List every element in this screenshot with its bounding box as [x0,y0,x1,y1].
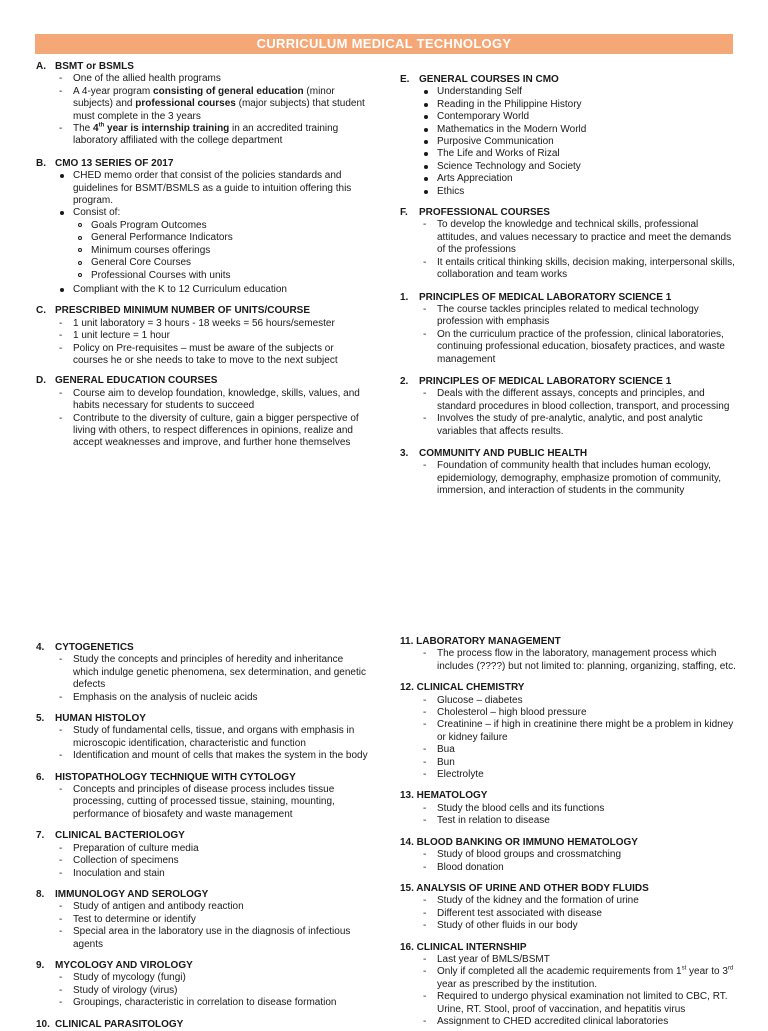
section-c [36,305,368,367]
section-e [400,74,740,198]
list-item: - Assignment to CHED accredited clinical laboratories [419,1016,740,1028]
section-heading: 11. LABORATORY MANAGEMENT [400,636,561,647]
page-title-banner: CURRICULUM MEDICAL TECHNOLOGY [35,34,733,54]
list-item: - Blood donation [419,862,740,874]
list-item: - 1 unit laboratory = 3 hours - 18 weeks = 56 hours/semester [55,318,368,330]
section-heading: 12. CLINICAL CHEMISTRY [400,682,525,694]
list-item: Science Technology and Society [419,161,740,173]
list-item: Purposive Communication [419,136,740,148]
section-heading: 7. CLINICAL BACTERIOLOGY [36,830,185,842]
section-heading: 6. HISTOPATHOLOGY TECHNIQUE WITH CYTOLOGY [36,771,296,783]
list-item: - The 4th year is internship training in an accredited training laboratory affiliated with the college department [55,123,368,148]
list-item: - Bun [419,757,740,769]
course-16 [400,942,740,1029]
section-heading: 10. CLINICAL PARASITOLOGY [36,1018,184,1030]
list-item: - Study of mycology (fungi) [55,972,368,984]
section-heading: 8. IMMUNOLOGY AND SEROLOGY [36,888,209,900]
course-5 [36,713,368,763]
list-item: Understanding Self [419,86,740,98]
list-item: - Only if completed all the academic requirements from 1st year to 3rd year as prescribed by the institution. [419,966,740,991]
list-item: - Inoculation and stain [55,868,368,880]
list-item: Mathematics in the Modern World [419,124,740,136]
course-12 [400,682,740,781]
list-item: - Collection of specimens [55,855,368,867]
course-6 [36,772,368,822]
course-11 [400,636,740,673]
section-heading: 9. MYCOLOGY AND VIROLOGY [36,959,193,971]
course-15 [400,883,740,933]
list-item: - Deals with the different assays, concepts and principles, and standard procedures in blood collection, transport, and processing [419,388,740,413]
section-heading: 5. HUMAN HISTOLOY [36,713,146,725]
list-item: - Cholesterol – high blood pressure [419,707,740,719]
list-item: - Electrolyte [419,769,740,781]
section-d [36,375,368,449]
list-item: - To develop the knowledge and technical skills, professional attitudes, and values necessary to practice and meet the demands of the professions [419,219,740,256]
list-item: - Study of blood groups and crossmatching [419,849,740,861]
list-item: - Study of fundamental cells, tissue, and organs with emphasis in microscopic identification, characteristic and function [55,725,368,750]
course-7 [36,830,368,880]
list-item: - Groupings, characteristic in correlation to disease formation [55,997,368,1009]
list-item: - Study of the kidney and the formation of urine [419,895,740,907]
course-14 [400,837,740,874]
list-item: General Core Courses [73,257,368,269]
list-item: - Concepts and principles of disease process includes tissue processing, cutting of processed tissue, staining, mounting, performance of biosafety and waste management [55,784,368,821]
list-item: - Policy on Pre-requisites – must be aware of the subjects or courses he or she needs to take to move to the next subject [55,343,368,368]
section-heading: D. GENERAL EDUCATION COURSES [36,375,218,387]
course-3 [400,448,740,498]
list-item: Contemporary World [419,111,740,123]
list-item: The Life and Works of Rizal [419,148,740,160]
section-heading: 14. BLOOD BANKING OR IMMUNO HEMATOLOGY [400,836,638,848]
list-item: - On the curriculum practice of the profession, clinical laboratories, continuing professional education, biosafety practices, and waste management [419,329,740,366]
section-heading: A. BSMT or BSMLS [36,61,134,72]
list-item: - The course tackles principles related to medical technology profession with emphasis [419,304,740,329]
list-item: - Different test associated with disease [419,908,740,920]
section-heading: E. GENERAL COURSES IN CMO [400,74,559,85]
list-item: - One of the allied health programs [55,73,368,85]
list-item: Reading in the Philippine History [419,99,740,111]
list-item: Arts Appreciation [419,173,740,185]
section-heading: 4. CYTOGENETICS [36,642,134,653]
list-item: - Test to determine or identify [55,914,368,926]
section-heading: B. CMO 13 SERIES OF 2017 [36,157,174,169]
left-column-bottom [36,642,368,1031]
section-heading: 13. HEMATOLOGY [400,790,488,802]
section-a [36,61,368,148]
list-item: - Study of other fluids in our body [419,920,740,932]
section-heading: 2. PRINCIPLES OF MEDICAL LABORATORY SCIENCE 1 [400,375,672,387]
list-item: - Emphasis on the analysis of nucleic acids [55,692,368,704]
list-item: Consist of: [55,207,368,219]
list-item: - Test in relation to disease [419,815,740,827]
list-item: - Study the blood cells and its functions [419,803,740,815]
list-item: Minimum courses offerings [73,245,368,257]
section-heading: 16. CLINICAL INTERNSHIP [400,941,527,953]
course-4 [36,642,368,704]
section-b [36,158,368,296]
list-item: - Creatinine – if high in creatinine there might be a problem in kidney or kidney failure [419,719,740,744]
list-item: - Involves the study of pre-analytic, analytic, and post analytic variables that affects results. [419,413,740,438]
list-item: General Performance Indicators [73,232,368,244]
right-column-top [400,74,740,498]
list-item: Compliant with the K to 12 Curriculum education [55,284,368,296]
right-column-bottom [400,636,740,1028]
list-item: - Contribute to the diversity of culture, gain a bigger perspective of living with others, to respect differences in opinions, realize and accept weaknesses and improve, and further hone themselves [55,413,368,450]
course-10 [36,1019,368,1031]
section-heading: C. PRESCRIBED MINIMUM NUMBER OF UNITS/COURSE [36,305,311,317]
list-item: - Special area in the laboratory use in the diagnosis of infectious agents [55,926,368,951]
list-item: - 1 unit lecture = 1 hour [55,330,368,342]
list-item: - Study the concepts and principles of heredity and inheritance which indulge genetic phenomena, sex determination, and genetic defects [55,654,368,691]
course-1 [400,292,740,366]
list-item: - Course aim to develop foundation, knowledge, skills, values, and habits necessary for students to succeed [55,388,368,413]
course-9 [36,960,368,1010]
section-heading: 15. ANALYSIS OF URINE AND OTHER BODY FLUIDS [400,882,649,894]
list-item: - The process flow in the laboratory, management process which includes (????) but not limited to: planning, organizing, staffing, etc. [419,648,740,673]
list-item: - Required to undergo physical examination not limited to CBC, RT. Urine, RT. Stool, proof of vaccination, and hepatitis virus [419,991,740,1016]
course-13 [400,790,740,827]
section-heading: F. PROFESSIONAL COURSES [400,207,550,219]
list-item: - Foundation of community health that includes human ecology, epidemiology, demography, emphasize promotion of community, immersion, and interaction of students in the community [419,460,740,497]
list-item: CHED memo order that consist of the policies standards and guidelines for BSMT/BSMLS as a guide to intuition offering this program. [55,170,368,207]
list-item: Professional Courses with units [73,270,368,282]
list-item: Goals Program Outcomes [73,220,368,232]
list-item: - Last year of BMLS/BSMT [419,954,740,966]
section-f [400,207,740,281]
left-column-top [36,61,368,450]
list-item: - A 4-year program consisting of general education (minor subjects) and professional courses (major subjects) that student must complete in the 3 years [55,86,368,123]
list-item: - Glucose – diabetes [419,695,740,707]
list-item: - Identification and mount of cells that makes the system in the body [55,750,368,762]
section-heading: 1. PRINCIPLES OF MEDICAL LABORATORY SCIENCE 1 [400,291,672,303]
list-item: - Bua [419,744,740,756]
list-item: Ethics [419,186,740,198]
list-item: - It entails critical thinking skills, decision making, interpersonal skills, collaboration and team works [419,257,740,282]
section-heading: 3. COMMUNITY AND PUBLIC HEALTH [400,447,588,459]
list-item: - Study of virology (virus) [55,985,368,997]
list-item: - Study of antigen and antibody reaction [55,901,368,913]
course-2 [400,376,740,438]
list-item: - Preparation of culture media [55,843,368,855]
course-8 [36,889,368,951]
